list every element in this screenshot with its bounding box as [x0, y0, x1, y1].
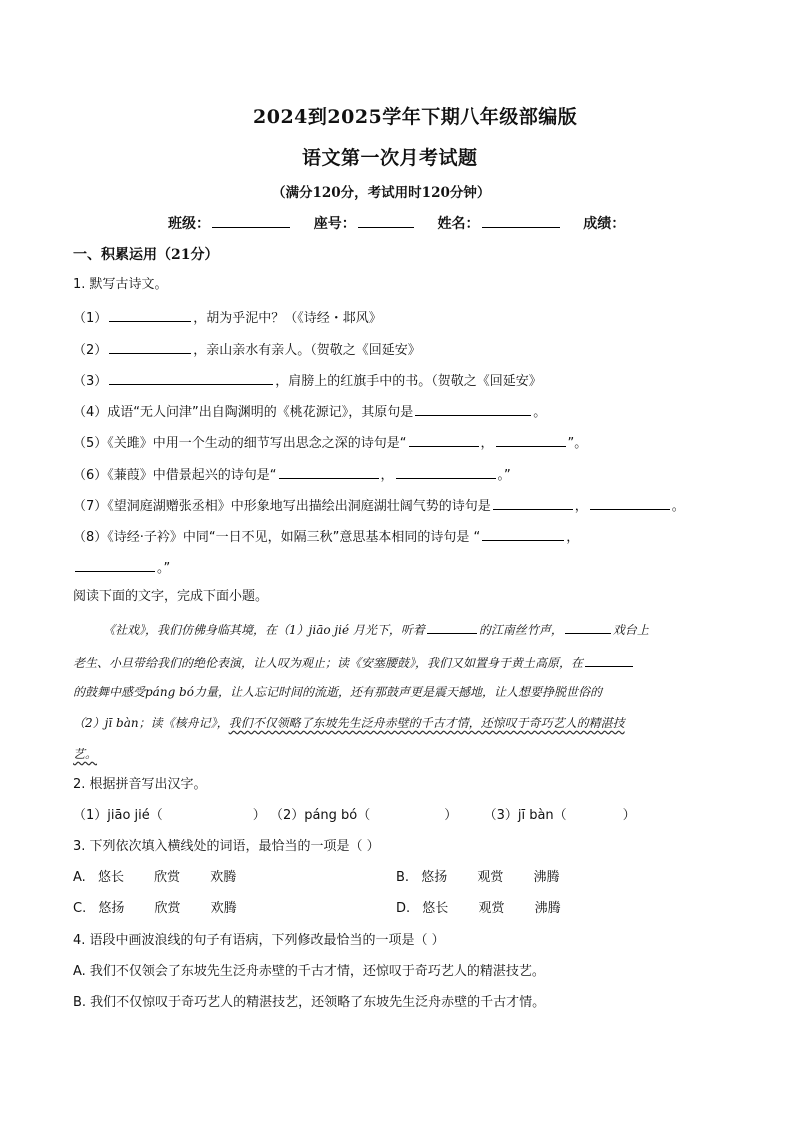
q4-option-b[interactable]: B. 我们不仅惊叹于奇巧艺人的精湛技艺，还领略了东坡先生泛舟赤壁的千古才情。 [73, 995, 546, 1010]
q1-item-2: （2） ，亲山亲水有亲人。（贺敬之《回延安》 [73, 339, 421, 360]
answer-blank[interactable] [415, 401, 531, 416]
q2-stem: 2. 根据拼音写出汉字。 [73, 777, 207, 792]
answer-blank[interactable] [482, 526, 564, 541]
answer-blank[interactable] [75, 557, 155, 572]
class-label: 班级： [168, 216, 210, 232]
exam-title-line2: 语文第一次月考试题 [302, 147, 478, 169]
q3-option-a[interactable]: A. 悠长 欣赏 欢腾 [73, 870, 237, 885]
q3-option-b[interactable]: B. 悠扬 观赏 沸腾 [396, 870, 560, 885]
passage-line-2: 老生、小旦带给我们的绝伦表演，让人叹为观止；读《安塞腰鼓》，我们又如置身于黄土高原，在 [73, 652, 635, 671]
answer-blank[interactable] [409, 432, 479, 447]
passage-blank[interactable] [427, 619, 477, 634]
answer-blank[interactable] [396, 464, 496, 479]
reading-intro: 阅读下面的文字，完成下面小题。 [73, 589, 269, 604]
answer-blank[interactable] [590, 495, 670, 510]
q1-stem: 1. 默写古诗文。 [73, 277, 168, 292]
answer-blank[interactable] [109, 339, 191, 354]
name-label: 姓名： [437, 216, 480, 232]
q1-item-1: （1） ，胡为乎泥中？（《诗经・邶风》 [73, 307, 382, 328]
score-label: 成绩： [583, 216, 626, 232]
q4-stem: 4. 语段中画波浪线的句子有语病，下列修改最恰当的一项是（ ） [73, 933, 445, 948]
q3-stem: 3. 下列依次填入横线处的词语，最恰当的一项是（ ） [73, 839, 380, 854]
seat-field[interactable] [358, 213, 414, 228]
answer-blank[interactable] [493, 495, 573, 510]
class-field[interactable] [212, 213, 290, 228]
seat-label: 座号： [313, 216, 356, 232]
q1-item-8: （8）《诗经·子衿》中同“一日不见，如隔三秋”意思基本相同的诗句是 “ ， [73, 526, 579, 547]
student-info-row [168, 213, 625, 233]
passage-line-3: 的鼓舞中感受páng bó力量，让人忘记时间的流逝，还有那鼓声更是震天撼地，让人想要挣脱世俗的 [73, 685, 602, 699]
passage-line-1: 《社戏》，我们仿佛身临其境，在（1）jiāo jié 月光下，听着 的江南丝竹声， 戏台上 [103, 619, 649, 638]
q1-item-7: （7）《望洞庭湖赠张丞相》中形象地写出描绘出洞庭湖壮阔气势的诗句是 ， 。 [73, 495, 685, 516]
q1-item-3: （3） ，肩膀上的红旗手中的书。（贺敬之《回延安》 [73, 370, 542, 391]
wavy-sentence: 我们不仅领略了东坡先生泛舟赤壁的千古才情，还惊叹于奇巧艺人的精湛技 [228, 716, 625, 730]
exam-note: （满分120分，考试用时120分钟） [272, 185, 491, 201]
answer-blank[interactable] [109, 307, 191, 322]
q3-option-d[interactable]: D. 悠长 观赏 沸腾 [396, 901, 561, 916]
q4-option-a[interactable]: A. 我们不仅领会了东坡先生泛舟赤壁的千古才情，还惊叹于奇巧艺人的精湛技艺。 [73, 964, 545, 979]
passage-line-5 [73, 745, 97, 762]
passage-blank[interactable] [565, 619, 611, 634]
q1-item-6: （6）《蒹葭》中借景起兴的诗句是“ ， 。” [73, 464, 511, 485]
q3-option-c[interactable]: C. 悠扬 欣赏 欢腾 [73, 901, 237, 916]
q1-item-4: （4）成语“无人问津”出自陶渊明的《桃花源记》，其原句是 。 [73, 401, 546, 422]
name-field[interactable] [482, 213, 560, 228]
answer-blank[interactable] [496, 432, 566, 447]
q1-item-8-cont: 。” [73, 557, 170, 578]
exam-title-line1: 2024到2025学年下期八年级部编版 [253, 106, 578, 128]
answer-blank[interactable] [279, 464, 379, 479]
answer-blank[interactable] [109, 370, 273, 385]
passage-blank[interactable] [585, 652, 633, 667]
passage-line-4: （2）jī bàn；读《核舟记》，我们不仅领略了东坡先生泛舟赤壁的千古才情，还惊叹于奇巧艺人的精湛技 [73, 716, 625, 730]
q1-item-5: （5）《关雎》中用一个生动的细节写出思念之深的诗句是“ ， ”。 [73, 432, 587, 453]
q2-parts: （1）jiāo jié（ ） （2）páng bó（ ） （3）jī bàn（ ） [73, 808, 636, 823]
wavy-sentence-end: 艺。 [73, 747, 98, 761]
section-heading: 一、积累运用（21分） [73, 247, 219, 263]
